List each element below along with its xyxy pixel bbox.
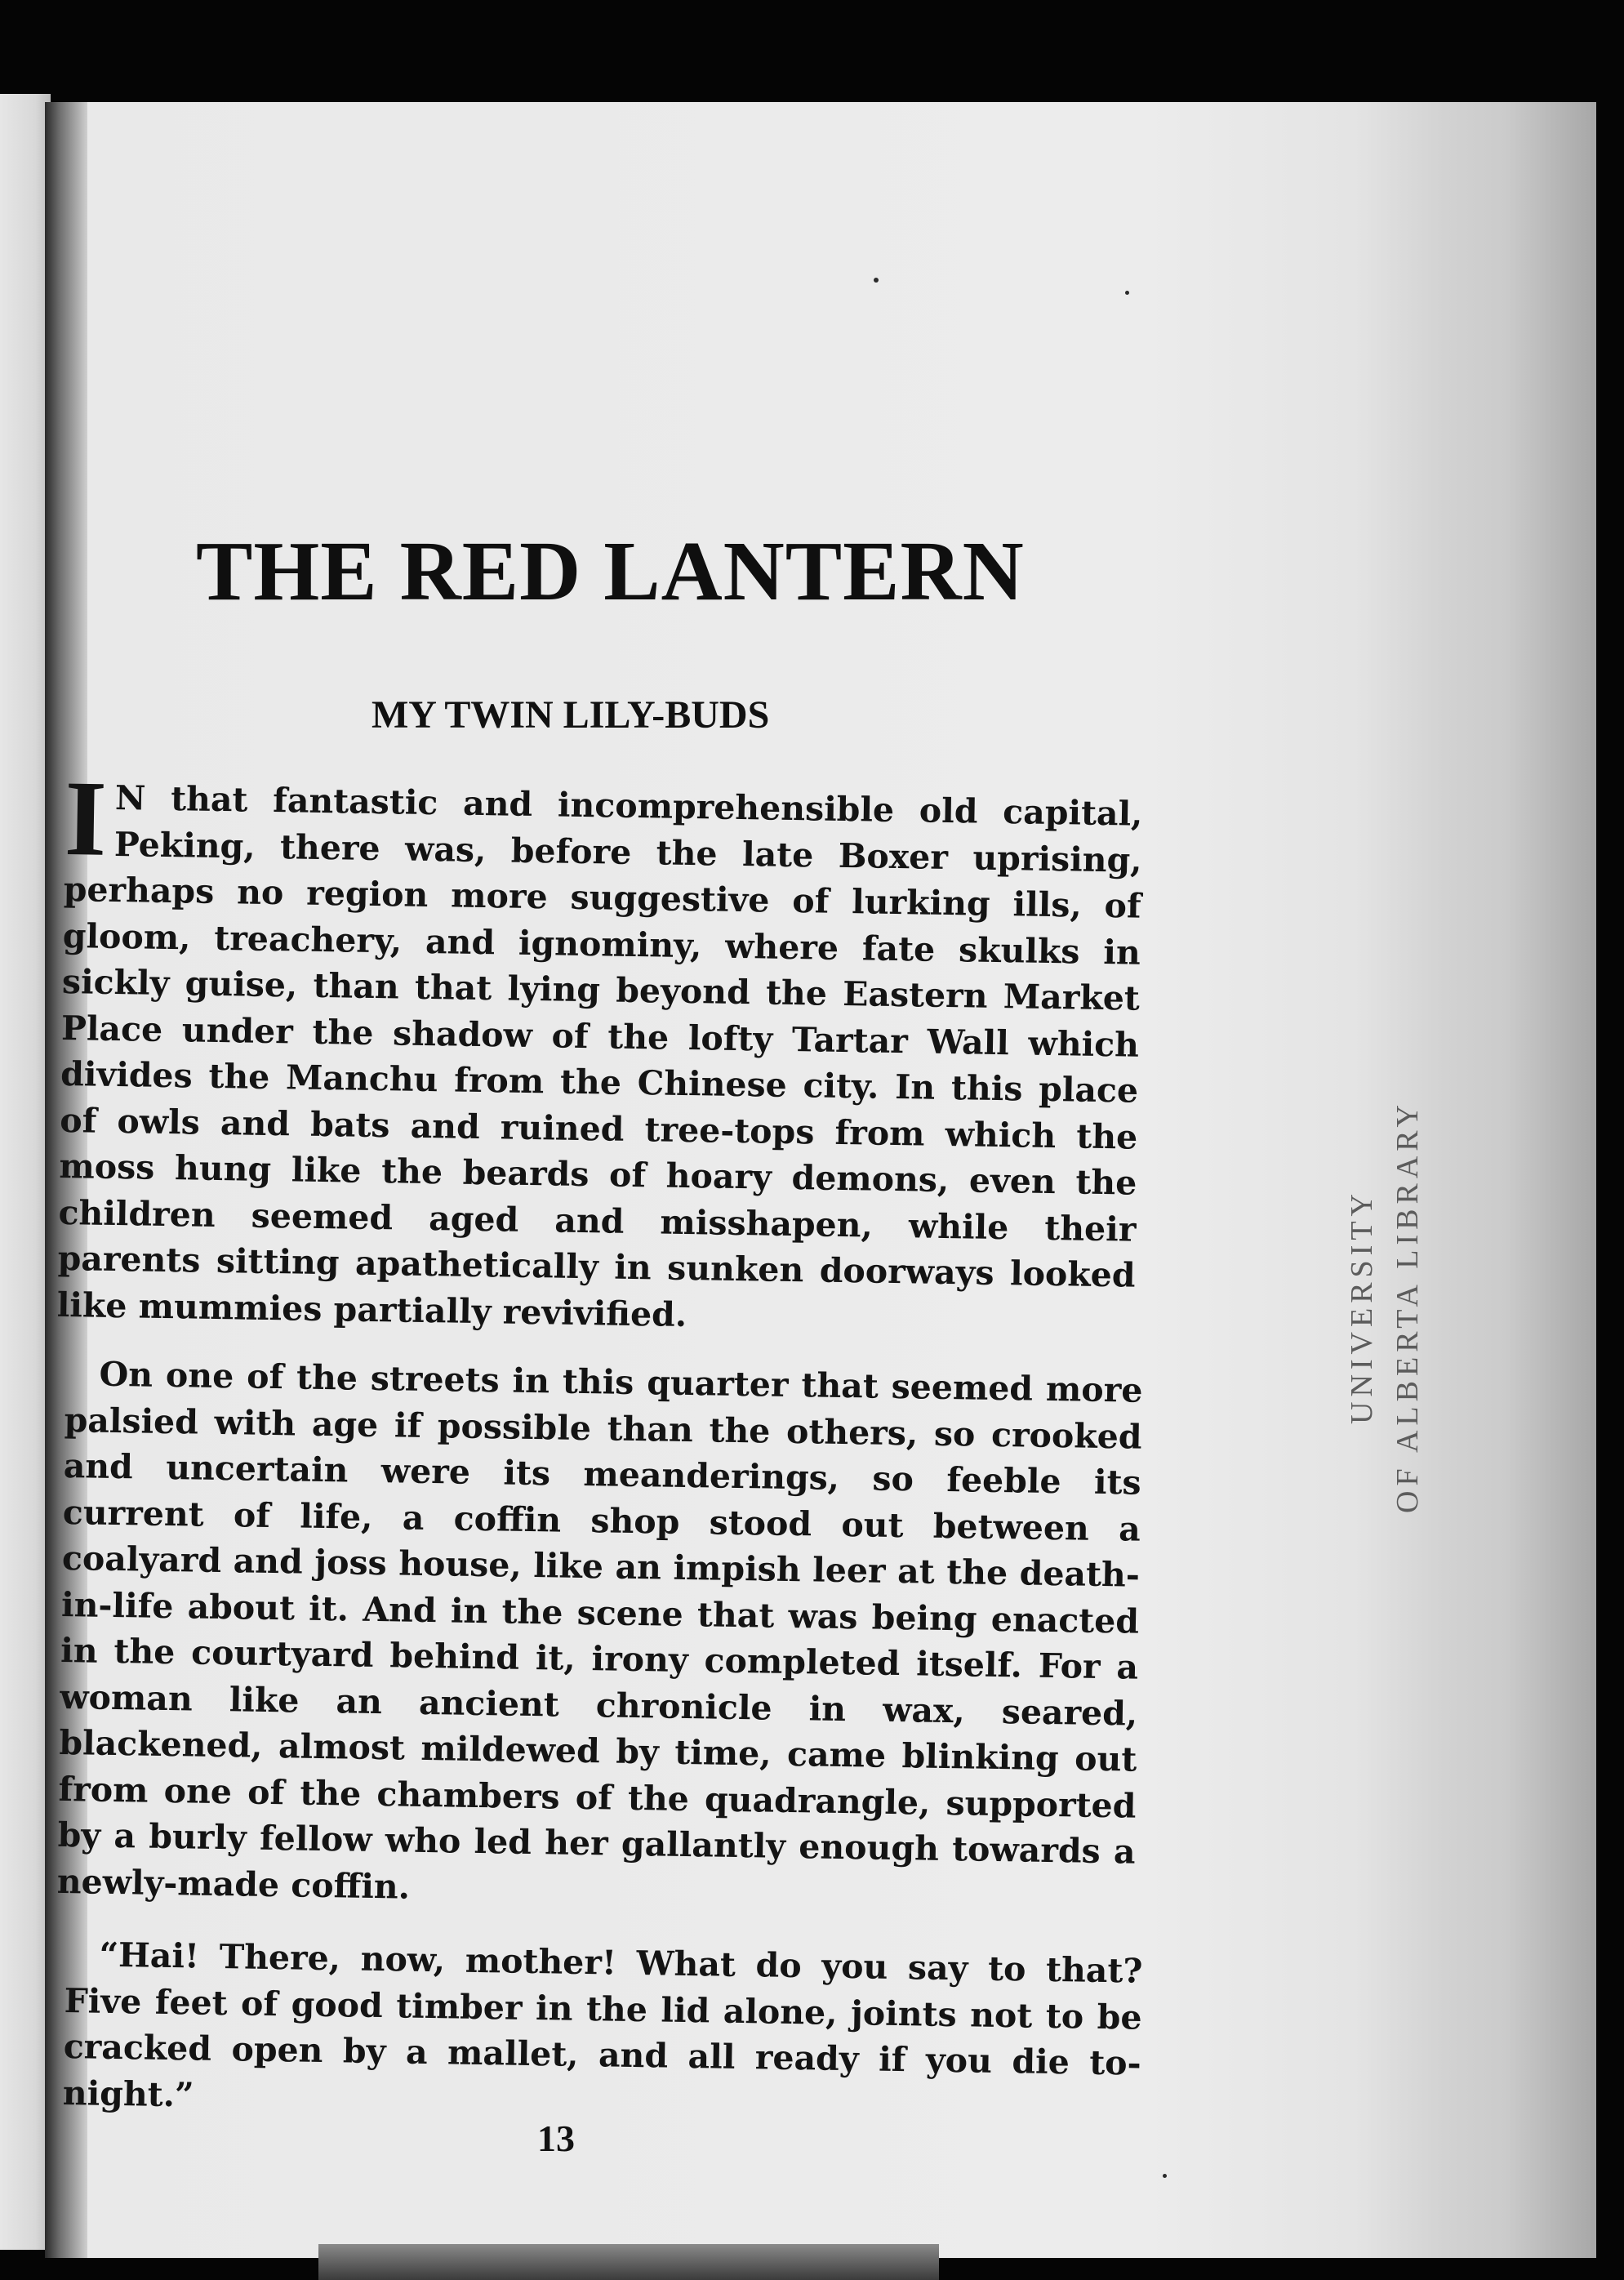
stamp-line-1: UNIVERSITY [1345,1189,1379,1424]
stamp-line-2: OF ALBERTA LIBRARY [1390,1100,1425,1513]
scan-speck [1163,2174,1167,2178]
drop-cap: I [64,758,108,879]
paragraph-3 [62,1931,1142,2133]
paragraph-3-text: “Hai! There, now, mother! What do you say to that? Five feet of good timber in the lid alone, joints not to be cracked open by a mallet, and all ready if you die to-night.” [62,1935,1143,2114]
chapter-title: MY TWIN LILY-BUDS [372,693,770,737]
library-stamp [1339,1013,1430,1601]
scan-speck [874,278,879,283]
page-number: 13 [537,2117,575,2159]
paragraph-2 [56,1351,1142,1922]
paragraph-1 [56,758,1143,1345]
previous-page-edge [0,94,51,2250]
book-title: THE RED LANTERN [196,524,1025,618]
scan-speck [1125,291,1129,295]
paragraph-2-text: On one of the streets in this quarter that seemed more palsied with age if possible than the others, so crooked and uncertain were its meanderings, so feeble its current of life, a coffin shop stood out between a coalyard and joss house, like an impish leer at the death-in-life about it. And in the scene that was being enacted in the courtyard behind it, irony completed itself. For a woman like an ancient chronicle in wax, seared, blackened, almost mildewed by time, came blinking out from one of the chambers of the quadrangle, supported by a burly fellow who led her gallantly enough towards a newly-made coffin. [56,1354,1143,1907]
paragraph-1-text: N that fantastic and incomprehensible old capital, Peking, there was, before the late Boxer uprising, perhaps no region more suggestive of lurking ills, of gloom, treachery, and ignominy, where fate skulks in sickly guise, than that lying beyond the Eastern Market Place under the shadow of the lofty Tartar Wall which divides the Manchu from the Chinese city. In this place of owls and bats and ruined tree-tops from which the moss hung like the beards of hoary demons, even the children seemed aged and misshapen, while their parents sitting apathetically in sunken doorways looked like mummies partially revivified. [56,777,1143,1334]
page-bottom-edge [318,2244,939,2280]
